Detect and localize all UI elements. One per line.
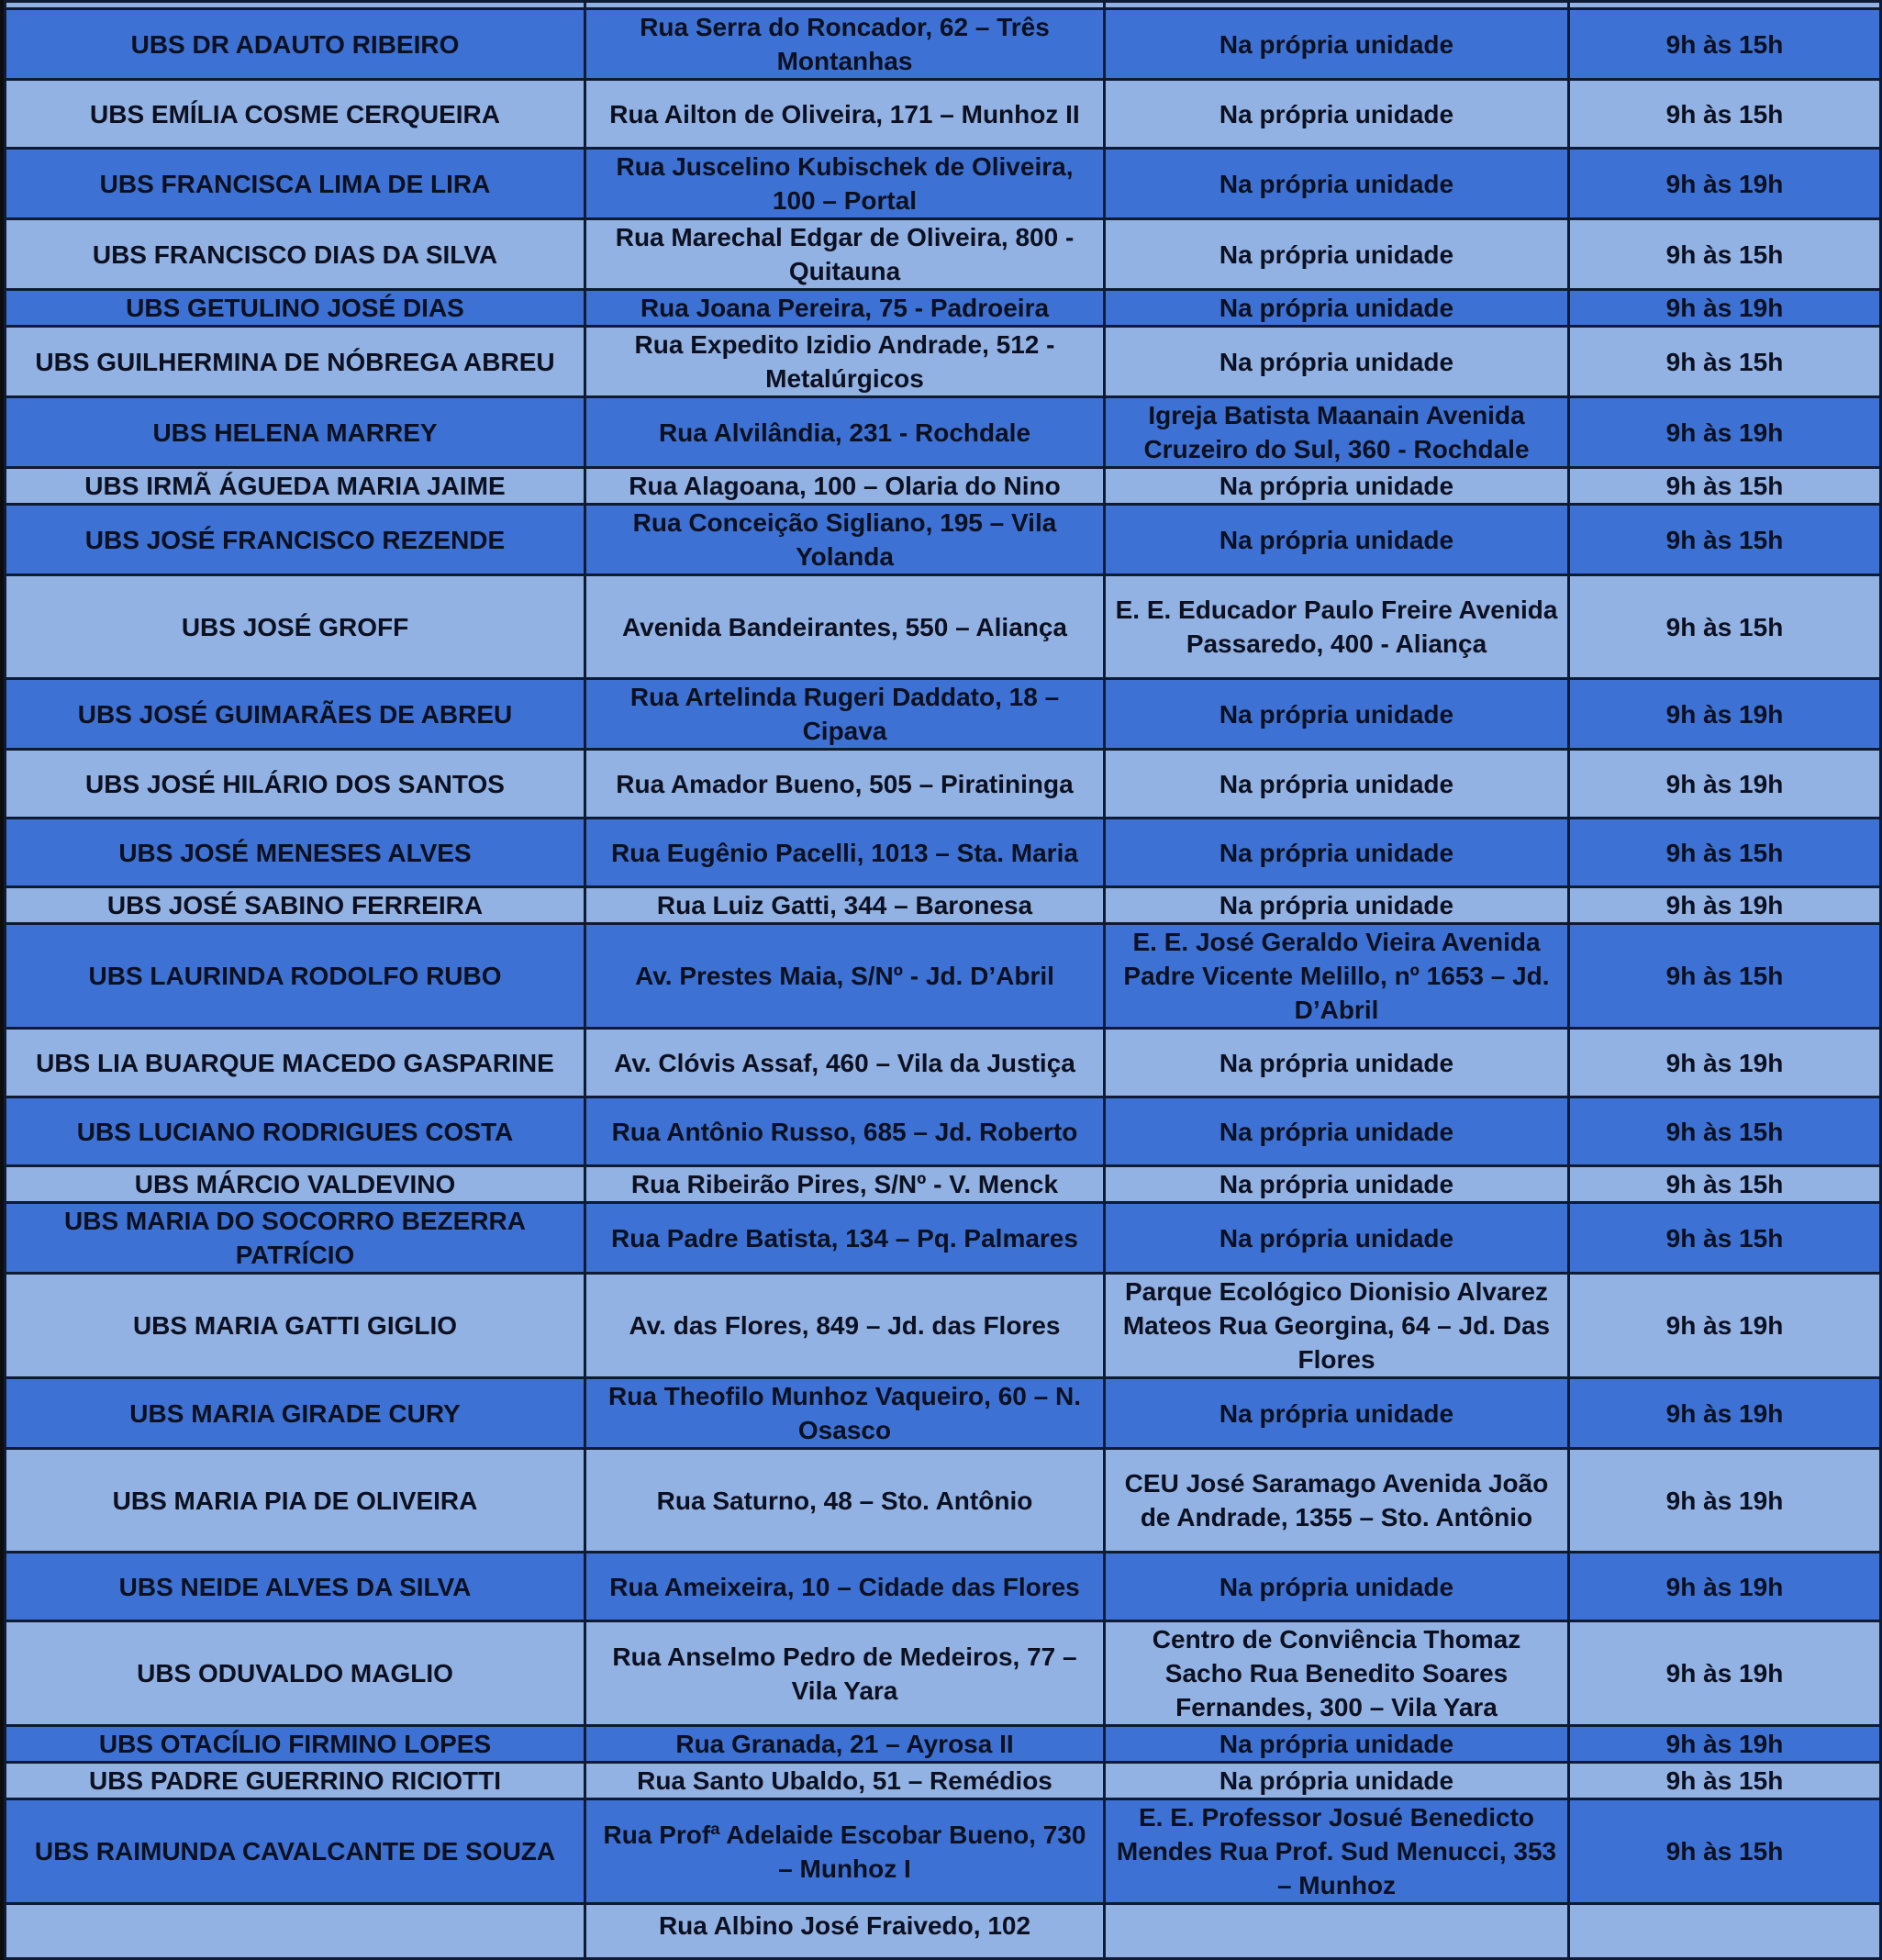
vaccination-location-cell: CEU José Saramago Avenida João de Andrade, 1355 – Sto. Antônio bbox=[1105, 1449, 1569, 1553]
table-row bbox=[6, 1449, 1881, 1553]
address-cell: Rua Theofilo Munhoz Vaqueiro, 60 – N. Osasco bbox=[585, 1378, 1105, 1449]
vaccination-location-cell: Na própria unidade bbox=[1105, 1166, 1569, 1203]
hours-cell: 9h às 15h bbox=[1569, 1097, 1881, 1166]
hours-cell: 9h às 19h bbox=[1569, 1449, 1881, 1553]
unit-name-cell: UBS NEIDE ALVES DA SILVA bbox=[6, 1553, 585, 1621]
hours-cell: 9h às 15h bbox=[1569, 80, 1881, 149]
vaccination-location-cell: Na própria unidade bbox=[1105, 9, 1569, 80]
unit-name-cell bbox=[6, 1904, 585, 1959]
hours-cell: 9h às 15h bbox=[1569, 9, 1881, 80]
table-row bbox=[6, 575, 1881, 679]
address-cell: Av. Prestes Maia, S/Nº - Jd. D’Abril bbox=[585, 924, 1105, 1029]
table-row bbox=[6, 1378, 1881, 1449]
address-cell: Rua Conceição Sigliano, 195 – Vila Yolanda bbox=[585, 505, 1105, 575]
table-row bbox=[6, 505, 1881, 575]
vaccination-location-cell: Na própria unidade bbox=[1105, 1378, 1569, 1449]
address-cell: Rua Expedito Izidio Andrade, 512 - Metalúrgicos bbox=[585, 327, 1105, 397]
hours-cell: 9h às 15h bbox=[1569, 327, 1881, 397]
address-cell: Rua Ameixeira, 10 – Cidade das Flores bbox=[585, 1553, 1105, 1621]
vaccination-location-cell: Na própria unidade bbox=[1105, 1029, 1569, 1097]
vaccination-location-cell: Na própria unidade bbox=[1105, 1553, 1569, 1621]
address-cell: Rua Marechal Edgar de Oliveira, 800 - Quitauna bbox=[585, 219, 1105, 290]
table-row bbox=[6, 1166, 1881, 1203]
address-cell: Rua Ailton de Oliveira, 171 – Munhoz II bbox=[585, 80, 1105, 149]
table-row bbox=[6, 1097, 1881, 1166]
vaccination-location-cell: Parque Ecológico Dionisio Alvarez Mateos Rua Georgina, 64 – Jd. Das Flores bbox=[1105, 1274, 1569, 1378]
unit-name-cell: UBS EMÍLIA COSME CERQUEIRA bbox=[6, 80, 585, 149]
hours-cell: 9h às 19h bbox=[1569, 149, 1881, 219]
hours-cell bbox=[1569, 2, 1881, 9]
hours-cell: 9h às 15h bbox=[1569, 819, 1881, 887]
hours-cell: 9h às 15h bbox=[1569, 505, 1881, 575]
address-cell: Rua Antônio Russo, 685 – Jd. Roberto bbox=[585, 1097, 1105, 1166]
vaccination-location-cell: Na própria unidade bbox=[1105, 327, 1569, 397]
vaccination-location-cell: Na própria unidade bbox=[1105, 80, 1569, 149]
unit-name-cell: UBS GETULINO JOSÉ DIAS bbox=[6, 290, 585, 327]
table-row bbox=[6, 1904, 1881, 1959]
address-cell: Rua Alagoana, 100 – Olaria do Nino bbox=[585, 468, 1105, 505]
table-row bbox=[6, 327, 1881, 397]
unit-name-cell: UBS MÁRCIO VALDEVINO bbox=[6, 1166, 585, 1203]
vaccination-location-cell bbox=[1105, 1904, 1569, 1959]
table-row bbox=[6, 1029, 1881, 1097]
address-cell: Avenida Bandeirantes, 550 – Aliança bbox=[585, 575, 1105, 679]
unit-name-cell: UBS JOSÉ HILÁRIO DOS SANTOS bbox=[6, 750, 585, 819]
hours-cell: 9h às 19h bbox=[1569, 750, 1881, 819]
address-cell: Av. Clóvis Assaf, 460 – Vila da Justiça bbox=[585, 1029, 1105, 1097]
vaccination-location-cell: Na própria unidade bbox=[1105, 679, 1569, 750]
unit-name-cell: UBS GUILHERMINA DE NÓBREGA ABREU bbox=[6, 327, 585, 397]
address-cell: Rua Alvilândia, 231 - Rochdale bbox=[585, 397, 1105, 468]
address-cell: Rua Santo Ubaldo, 51 – Remédios bbox=[585, 1763, 1105, 1799]
unit-name-cell: UBS JOSÉ GUIMARÃES DE ABREU bbox=[6, 679, 585, 750]
table-row bbox=[6, 679, 1881, 750]
table-row bbox=[6, 819, 1881, 887]
address-cell: Rua Anselmo Pedro de Medeiros, 77 – Vila Yara bbox=[585, 1621, 1105, 1726]
table-row bbox=[6, 924, 1881, 1029]
vaccination-location-cell: Na própria unidade bbox=[1105, 149, 1569, 219]
unit-name-cell: UBS OTACÍLIO FIRMINO LOPES bbox=[6, 1726, 585, 1763]
hours-cell: 9h às 19h bbox=[1569, 679, 1881, 750]
vaccination-location-cell: Na própria unidade bbox=[1105, 1763, 1569, 1799]
vaccination-location-cell: Na própria unidade bbox=[1105, 1726, 1569, 1763]
unit-name-cell: UBS MARIA GIRADE CURY bbox=[6, 1378, 585, 1449]
vaccination-location-cell: E. E. Educador Paulo Freire Avenida Passaredo, 400 - Aliança bbox=[1105, 575, 1569, 679]
table-row bbox=[6, 468, 1881, 505]
unit-name-cell: UBS JOSÉ FRANCISCO REZENDE bbox=[6, 505, 585, 575]
hours-cell: 9h às 19h bbox=[1569, 1726, 1881, 1763]
unit-name-cell: UBS JOSÉ MENESES ALVES bbox=[6, 819, 585, 887]
table-row bbox=[6, 1553, 1881, 1621]
table-row bbox=[6, 1274, 1881, 1378]
vaccination-location-cell: Na própria unidade bbox=[1105, 219, 1569, 290]
unit-name-cell: UBS RAIMUNDA CAVALCANTE DE SOUZA bbox=[6, 1799, 585, 1904]
table-row bbox=[6, 750, 1881, 819]
hours-cell: 9h às 15h bbox=[1569, 1203, 1881, 1274]
hours-cell: 9h às 15h bbox=[1569, 1763, 1881, 1799]
table-row bbox=[6, 1726, 1881, 1763]
hours-cell: 9h às 15h bbox=[1569, 1166, 1881, 1203]
table-row bbox=[6, 1203, 1881, 1274]
vaccination-location-cell: E. E. Professor Josué Benedicto Mendes Rua Prof. Sud Menucci, 353 – Munhoz bbox=[1105, 1799, 1569, 1904]
unit-name-cell: UBS PADRE GUERRINO RICIOTTI bbox=[6, 1763, 585, 1799]
hours-cell: 9h às 19h bbox=[1569, 290, 1881, 327]
hours-cell: 9h às 19h bbox=[1569, 887, 1881, 924]
vaccination-location-cell: Na própria unidade bbox=[1105, 819, 1569, 887]
hours-cell: 9h às 19h bbox=[1569, 1274, 1881, 1378]
unit-name-cell: UBS JOSÉ GROFF bbox=[6, 575, 585, 679]
vaccination-location-cell bbox=[1105, 2, 1569, 9]
hours-cell: 9h às 15h bbox=[1569, 219, 1881, 290]
hours-cell: 9h às 19h bbox=[1569, 1553, 1881, 1621]
unit-name-cell: UBS LUCIANO RODRIGUES COSTA bbox=[6, 1097, 585, 1166]
address-cell: Rua Eugênio Pacelli, 1013 – Sta. Maria bbox=[585, 819, 1105, 887]
address-cell: Rua Amador Bueno, 505 – Piratininga bbox=[585, 750, 1105, 819]
address-cell: Rua Saturno, 48 – Sto. Antônio bbox=[585, 1449, 1105, 1553]
unit-name-cell: UBS MARIA DO SOCORRO BEZERRA PATRÍCIO bbox=[6, 1203, 585, 1274]
table-body bbox=[6, 2, 1881, 1959]
unit-name-cell: UBS FRANCISCA LIMA DE LIRA bbox=[6, 149, 585, 219]
hours-cell bbox=[1569, 1904, 1881, 1959]
hours-cell: 9h às 19h bbox=[1569, 1621, 1881, 1726]
hours-cell: 9h às 15h bbox=[1569, 575, 1881, 679]
vaccination-location-cell: Na própria unidade bbox=[1105, 750, 1569, 819]
table-row bbox=[6, 1763, 1881, 1799]
vaccination-location-cell: E. E. José Geraldo Vieira Avenida Padre Vicente Melillo, nº 1653 – Jd. D’Abril bbox=[1105, 924, 1569, 1029]
table-row bbox=[6, 80, 1881, 149]
unit-name-cell: UBS LIA BUARQUE MACEDO GASPARINE bbox=[6, 1029, 585, 1097]
table-row bbox=[6, 1621, 1881, 1726]
address-cell bbox=[585, 2, 1105, 9]
address-cell: Rua Padre Batista, 134 – Pq. Palmares bbox=[585, 1203, 1105, 1274]
unit-name-cell: UBS LAURINDA RODOLFO RUBO bbox=[6, 924, 585, 1029]
hours-cell: 9h às 19h bbox=[1569, 1378, 1881, 1449]
address-cell: Rua Granada, 21 – Ayrosa II bbox=[585, 1726, 1105, 1763]
hours-cell: 9h às 19h bbox=[1569, 1029, 1881, 1097]
address-cell: Rua Juscelino Kubischek de Oliveira, 100 – Portal bbox=[585, 149, 1105, 219]
unit-name-cell: UBS FRANCISCO DIAS DA SILVA bbox=[6, 219, 585, 290]
table-row bbox=[6, 290, 1881, 327]
unit-name-cell: UBS JOSÉ SABINO FERREIRA bbox=[6, 887, 585, 924]
vaccination-location-cell: Na própria unidade bbox=[1105, 505, 1569, 575]
vaccination-location-cell: Na própria unidade bbox=[1105, 887, 1569, 924]
address-cell: Rua Ribeirão Pires, S/Nº - V. Menck bbox=[585, 1166, 1105, 1203]
vaccination-location-cell: Na própria unidade bbox=[1105, 468, 1569, 505]
hours-cell: 9h às 15h bbox=[1569, 924, 1881, 1029]
hours-cell: 9h às 19h bbox=[1569, 397, 1881, 468]
vaccination-location-cell: Centro de Conviência Thomaz Sacho Rua Benedito Soares Fernandes, 300 – Vila Yara bbox=[1105, 1621, 1569, 1726]
address-cell: Av. das Flores, 849 – Jd. das Flores bbox=[585, 1274, 1105, 1378]
unit-name-cell: UBS DR ADAUTO RIBEIRO bbox=[6, 9, 585, 80]
vaccination-location-cell: Igreja Batista Maanain Avenida Cruzeiro do Sul, 360 - Rochdale bbox=[1105, 397, 1569, 468]
unit-name-cell bbox=[6, 2, 585, 9]
vaccination-location-cell: Na própria unidade bbox=[1105, 290, 1569, 327]
unit-name-cell: UBS MARIA GATTI GIGLIO bbox=[6, 1274, 585, 1378]
address-cell: Rua Joana Pereira, 75 - Padroeira bbox=[585, 290, 1105, 327]
unit-name-cell: UBS IRMÃ ÁGUEDA MARIA JAIME bbox=[6, 468, 585, 505]
vaccination-location-cell: Na própria unidade bbox=[1105, 1203, 1569, 1274]
table-row bbox=[6, 149, 1881, 219]
table-row bbox=[6, 397, 1881, 468]
table-row bbox=[6, 887, 1881, 924]
hours-cell: 9h às 15h bbox=[1569, 468, 1881, 505]
hours-cell: 9h às 15h bbox=[1569, 1799, 1881, 1904]
address-cell: Rua Artelinda Rugeri Daddato, 18 – Cipava bbox=[585, 679, 1105, 750]
unit-name-cell: UBS HELENA MARREY bbox=[6, 397, 585, 468]
address-cell: Rua Luiz Gatti, 344 – Baronesa bbox=[585, 887, 1105, 924]
table-row bbox=[6, 2, 1881, 9]
table-row bbox=[6, 1799, 1881, 1904]
address-cell: Rua Albino José Fraivedo, 102 bbox=[585, 1904, 1105, 1959]
address-cell: Rua Serra do Roncador, 62 – Três Montanhas bbox=[585, 9, 1105, 80]
ubs-schedule-table bbox=[4, 0, 1882, 1960]
unit-name-cell: UBS ODUVALDO MAGLIO bbox=[6, 1621, 585, 1726]
address-cell: Rua Profª Adelaide Escobar Bueno, 730 – Munhoz I bbox=[585, 1799, 1105, 1904]
vaccination-location-cell: Na própria unidade bbox=[1105, 1097, 1569, 1166]
table-row bbox=[6, 219, 1881, 290]
table-row bbox=[6, 9, 1881, 80]
unit-name-cell: UBS MARIA PIA DE OLIVEIRA bbox=[6, 1449, 585, 1553]
